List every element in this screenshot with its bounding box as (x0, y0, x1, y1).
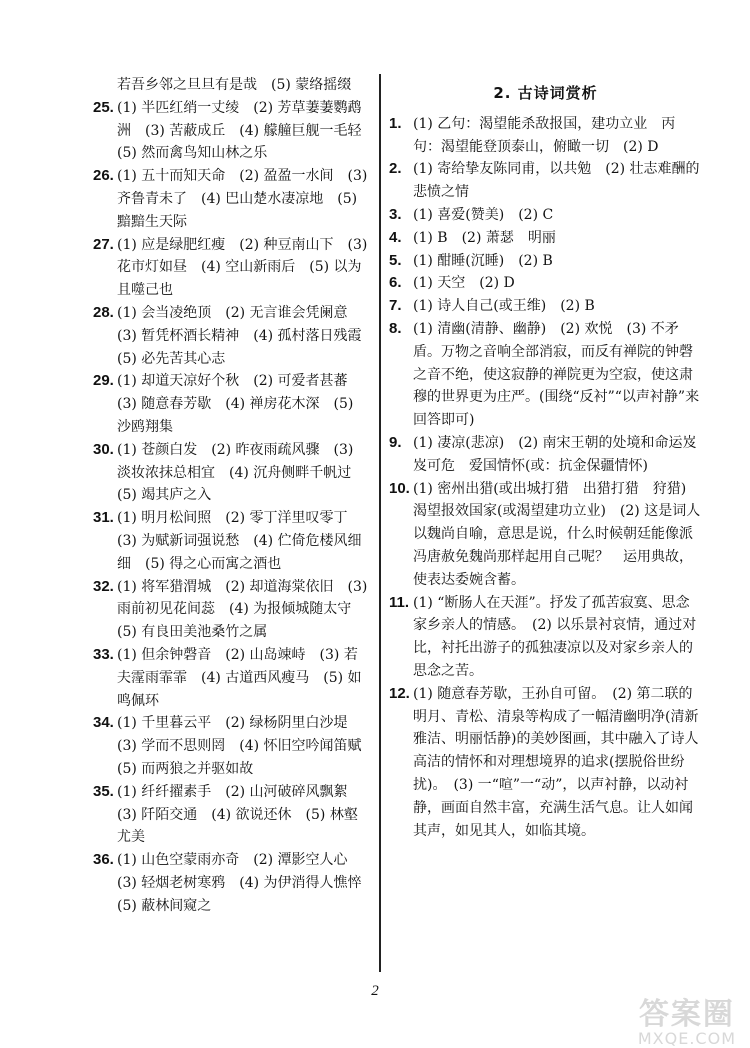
answer-item-2 (389, 158, 702, 204)
answer-item-7 (389, 295, 702, 318)
item-text: (1) 乙句：渴望能杀敌报国，建功立业 丙句：渴望能登顶泰山，俯瞰一切 (2) D (413, 115, 676, 155)
answer-item-12 (389, 683, 702, 843)
answer-item-31 (93, 507, 370, 575)
item-number: 25. (93, 98, 114, 116)
item-text: (1) 山色空蒙雨亦奇 (2) 潭影空人心 (3) 轻烟老树寒鸦 (4) 为伊消得人憔悴 (5) 蔽林间窥之 (117, 852, 376, 914)
item-number: 9. (389, 433, 402, 451)
column-divider (379, 74, 381, 972)
answer-item-26 (93, 165, 370, 233)
item-text: (1) 诗人自己(或王维) (2) B (413, 298, 595, 315)
item-number: 34. (93, 714, 114, 732)
answer-item-4 (389, 227, 702, 250)
item-text: (1) 五十而知天命 (2) 盈盈一水间 (3) 齐鲁青未了 (4) 巴山楚水凄凉地 (5) 黯黯生天际 (117, 168, 368, 230)
item-number: 8. (389, 319, 402, 337)
answer-item-34 (93, 712, 376, 780)
item-text: (1) 天空 (2) D (413, 275, 515, 292)
item-number: 35. (93, 782, 114, 800)
answer-item-32 (93, 576, 370, 644)
answer-item-9 (389, 432, 702, 478)
answer-item-33 (93, 644, 370, 712)
item-text: (1) 将军猎渭城 (2) 却道海棠依旧 (3) 雨前初见花间蕊 (4) 为报倾城随太守 (5) 有良田美池桑竹之属 (117, 578, 368, 641)
watermark-text: 答案圈 (638, 997, 735, 1032)
item-text: (1) 随意春芳歇，王孙自可留。 (2) 第二联的明月、青松、清泉等构成了一幅清幽明净(清新雅洁、明丽恬静)的美妙图画，其中融入了诗人高洁的情怀和对理想境界的追求(摆脱俗世纷扰)。 (3) 一“喧”一“动”，以声衬静，以动衬静，画面自然丰富，充满生活气息。让人如闻其声，如见其人，如临其境。 (413, 685, 699, 839)
item-number: 5. (389, 251, 402, 269)
answer-item-1 (389, 113, 702, 159)
item-number: 27. (93, 235, 114, 253)
answer-item-8 (389, 318, 702, 432)
item-text: (1) 明月松间照 (2) 零丁洋里叹零丁 (3) 为赋新词强说愁 (4) 伫倚危楼风细细 (5) 得之心而寓之酒也 (117, 510, 362, 572)
item-number: 1. (389, 114, 402, 132)
item-text: (1) 密州出猎(或出城打猎 出猎打猎 狩猎) 渴望报效国家(或渴望建功立业) (2) 这是词人以魏尚自喻，意思是说，什么时候朝廷能像派冯唐赦免魏尚那样起用自己呢？ 运用典故，使表达委婉含蓄。 (413, 480, 701, 588)
item-text: (1) 喜爱(赞美) (2) C (413, 206, 554, 223)
item-number: 2. (389, 160, 402, 178)
answer-item-28 (93, 302, 376, 370)
item-number: 32. (93, 577, 114, 595)
item-number: 7. (389, 297, 402, 315)
answer-item-35 (93, 781, 370, 849)
left-column (93, 74, 376, 917)
item-number: 11. (389, 593, 410, 611)
item-number: 10. (389, 479, 410, 497)
item-text: (1) 应是绿肥红瘦 (2) 种豆南山下 (3) 花市灯如昼 (4) 空山新雨后 (5) 以为且噬己也 (117, 236, 368, 299)
answer-item-5 (389, 250, 702, 273)
watermark-url: MXQE.COM (637, 1029, 736, 1048)
answer-item-11 (389, 592, 702, 683)
answer-item-36 (93, 849, 376, 917)
item-text: (1) “断肠人在天涯”。抒发了孤苦寂寞、思念家乡亲人的情感。 (2) 以乐景衬哀情，通过对比，衬托出游子的孤独凄凉以及对家乡亲人的思念之苦。 (413, 594, 697, 679)
item-number: 33. (93, 645, 114, 663)
page-number: 2 (371, 983, 379, 999)
continuation-text: 若吾乡邻之旦旦有是哉 (5) 蒙络摇缀 (117, 77, 352, 93)
item-number: 12. (389, 684, 410, 702)
item-text: (1) 但余钟磬音 (2) 山岛竦峙 (3) 若夫霪雨霏霏 (4) 古道西风瘦马 (5) 如鸣佩环 (117, 646, 362, 709)
answer-item-30 (93, 439, 370, 507)
item-text: (1) 凄凉(悲凉) (2) 南宋王朝的处境和命运岌岌可危 爱国情怀(或：抗金保疆情怀) (413, 434, 697, 474)
item-number: 30. (93, 440, 114, 458)
item-text: (1) 会当凌绝顶 (2) 无言谁会凭阑意 (3) 暂凭杯酒长精神 (4) 孤村落日残霞 (5) 必先苦其心志 (117, 304, 376, 367)
item-number: 31. (93, 509, 114, 527)
watermark-logo (637, 997, 736, 1048)
item-number: 3. (389, 205, 402, 223)
item-text: (1) 苍颜白发 (2) 昨夜雨疏风骤 (3) 淡妆浓抹总相宜 (4) 沉舟侧畔千帆过 (5) 竭其庐之入 (117, 441, 366, 504)
item-text: (1) 清幽(清静、幽静) (2) 欢悦 (3) 不矛盾。万物之音响全部消寂，而反有禅院的钟磬之音不绝，使这寂静的禅院更为空寂，使这肃穆的世界更为庄严。(围绕“反衬”“以声衬静”来回答即可) (413, 320, 700, 429)
item-text: (1) 却道天凉好个秋 (2) 可爱者甚蕃 (3) 随意春芳歇 (4) 禅房花木深 (5) 沙鸥翔集 (117, 373, 362, 435)
item-text: (1) 千里暮云平 (2) 绿杨阴里白沙堤 (3) 学而不思则罔 (4) 怀旧空吟闻笛赋 (5) 而两狼之并驱如故 (117, 715, 376, 777)
answer-item-3 (389, 204, 702, 227)
section-heading: 2. 古诗词赏析 (493, 84, 598, 102)
item-text: (1) 酣睡(沉睡) (2) B (413, 252, 553, 269)
item-number: 4. (389, 228, 402, 246)
item-text: (1) 纤纤擢素手 (2) 山河破碎风飘絮 (3) 阡陌交通 (4) 欲说还休 (5) 林壑尤美 (117, 783, 362, 846)
right-column (389, 74, 702, 842)
answer-item-27 (93, 234, 370, 302)
answer-item-29 (93, 370, 370, 438)
answer-item-6 (389, 272, 702, 295)
item-number: 36. (93, 851, 114, 869)
item-text: (1) 半匹红绡一丈绫 (2) 芳草萋萋鹦鹉洲 (3) 苦蔽成丘 (4) 艨艟巨舰一毛轻 (5) 然而禽鸟知山林之乐 (117, 99, 376, 162)
item-number: 28. (93, 303, 114, 321)
item-number: 26. (93, 167, 114, 185)
answer-item-10 (389, 478, 702, 592)
answer-item-25 (93, 97, 376, 165)
item-number: 29. (93, 372, 114, 390)
item-number: 6. (389, 274, 402, 292)
item-text: (1) B (2) 萧瑟 明丽 (413, 229, 556, 246)
item-text: (1) 寄给挚友陈同甫，以共勉 (2) 壮志难酬的悲愤之情 (413, 161, 700, 201)
